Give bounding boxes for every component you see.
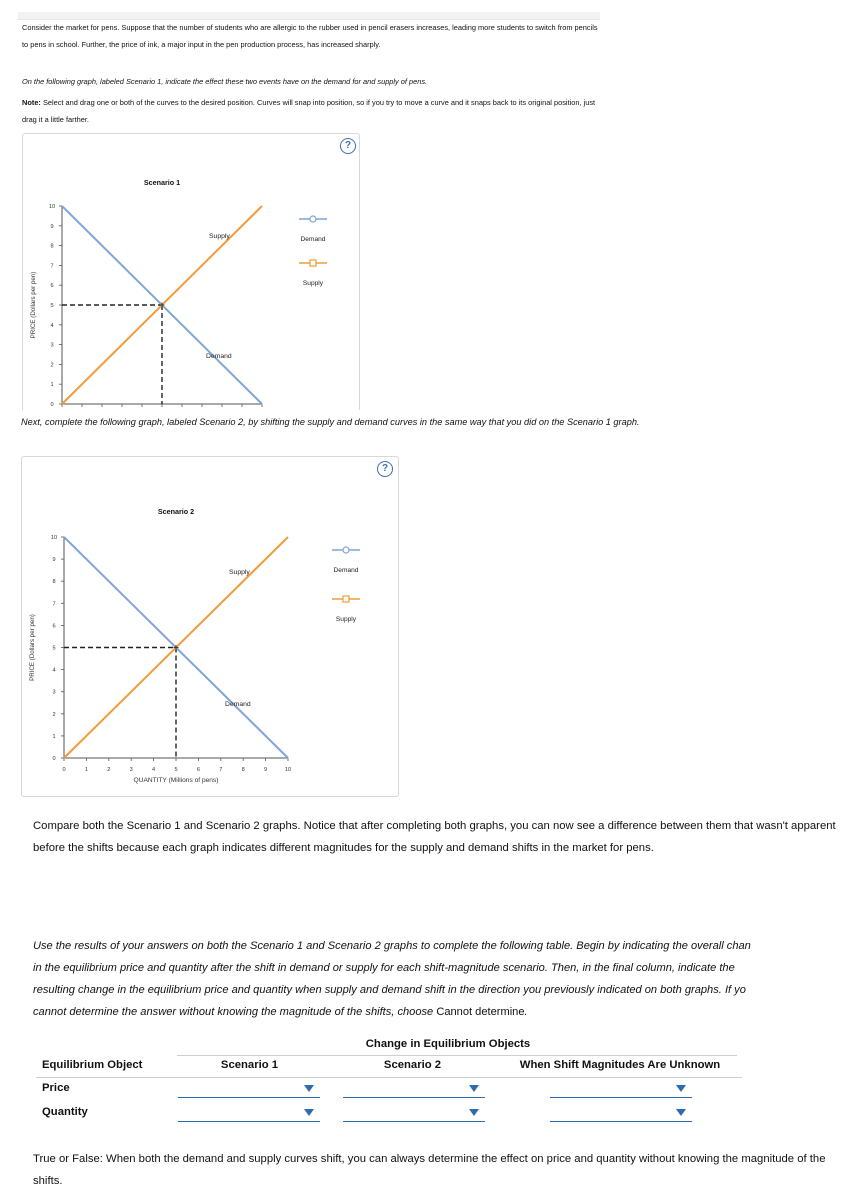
x-tick-label: 3 xyxy=(129,767,133,773)
quantity-unknown-dropdown[interactable] xyxy=(550,1104,692,1122)
help-icon[interactable]: ? xyxy=(377,461,393,477)
legend-supply-label: Supply xyxy=(302,280,324,287)
chevron-down-icon xyxy=(304,1085,314,1092)
x-tick-label: 10 xyxy=(284,767,292,773)
note-label: Note: xyxy=(22,98,41,107)
y-tick-label: 5 xyxy=(52,645,56,652)
use-results-line-3: resulting change in the equilibrium price and quantity when supply and demand shift in the direction you previously indicated on both graphs. If yo xyxy=(33,984,746,996)
quantity-scenario-1-dropdown[interactable] xyxy=(178,1104,320,1122)
y-tick-label: 5 xyxy=(50,303,54,309)
price-scenario-2-dropdown[interactable] xyxy=(343,1080,485,1098)
y-tick-label: 3 xyxy=(50,342,54,349)
y-tick-label: 1 xyxy=(52,733,56,740)
compare-paragraph: Compare both the Scenario 1 and Scenario 2 graphs. Notice that after completing both graphs, you can now see a difference between them that wasn't apparent before the shifts because each graph indicates different magnitudes for the supply and demand shifts in the market for pens. xyxy=(33,820,836,854)
use-results-text: cannot determine the answer without knowing the magnitude of the shifts, choose xyxy=(33,1006,437,1018)
true-false-question: True or False: When both the demand and supply curves shift, you can always determine the effect on price and quantity without knowing the magnitude of the shifts. xyxy=(33,1153,826,1187)
scenario-2-graph[interactable] xyxy=(22,457,400,798)
note-text xyxy=(22,94,602,128)
use-results-period: . xyxy=(524,1006,528,1018)
graph-panel-scenario-1 xyxy=(22,133,360,415)
y-tick-label: 7 xyxy=(50,263,54,270)
price-unknown-dropdown[interactable] xyxy=(550,1080,692,1098)
legend-supply-marker xyxy=(343,596,349,602)
x-tick-label: 0 xyxy=(62,767,66,773)
chevron-down-icon xyxy=(304,1109,314,1116)
x-tick-label: 1 xyxy=(84,767,88,773)
row-label-price: Price xyxy=(42,1082,70,1094)
graph-title: Scenario 1 xyxy=(143,178,181,187)
help-icon[interactable]: ? xyxy=(340,138,356,154)
y-tick-label: 4 xyxy=(50,322,54,329)
x-tick-label: 7 xyxy=(219,767,223,773)
y-tick-label: 3 xyxy=(52,689,56,696)
table-header-divider xyxy=(177,1055,737,1056)
use-results-line-4 xyxy=(33,1001,528,1023)
y-tick-label: 6 xyxy=(50,283,54,290)
x-tick-label: 5 xyxy=(174,767,178,773)
col-shift-unknown: When Shift Magnitudes Are Unknown xyxy=(519,1059,721,1071)
use-results-line-2: in the equilibrium price and quantity after the shift in demand or supply for each shift-magnitude scenario. Then, in the final column, indicate the xyxy=(33,962,735,974)
demand-curve-label: Demand xyxy=(206,353,232,360)
y-tick-label: 6 xyxy=(52,623,56,630)
chevron-down-icon xyxy=(676,1109,686,1116)
col-scenario-1: Scenario 1 xyxy=(220,1059,279,1071)
y-tick-label: 7 xyxy=(52,601,56,608)
legend-demand-marker xyxy=(343,547,349,553)
col-equilibrium-object: Equilibrium Object xyxy=(42,1059,143,1071)
col-scenario-2: Scenario 2 xyxy=(383,1059,442,1071)
legend-supply-label: Supply xyxy=(335,616,357,623)
x-tick-label: 9 xyxy=(264,767,268,773)
x-tick-label: 4 xyxy=(152,767,156,773)
y-tick-label: 9 xyxy=(50,223,54,230)
chevron-down-icon xyxy=(676,1085,686,1092)
y-tick-label: 0 xyxy=(52,756,56,762)
quantity-scenario-2-dropdown[interactable] xyxy=(343,1104,485,1122)
row-label-quantity: Quantity xyxy=(42,1106,88,1118)
x-tick-label: 6 xyxy=(196,767,200,773)
intro-paragraph: Consider the market for pens. Suppose that the number of students who are allergic to the rubber used in pencil erasers increases, leading more students to switch from pencils to pens in school. Further, the price of ink, a major input in the pen production process, has increased sharply. xyxy=(22,23,598,49)
note-body: Select and drag one or both of the curves to the desired position. Curves will snap into position, so if you try to move a curve and it snaps back to its original position, just drag it a little farther. xyxy=(22,98,596,124)
x-tick-label: 8 xyxy=(241,767,245,773)
demand-curve-label: Demand xyxy=(225,701,251,708)
y-tick-label: 1 xyxy=(50,382,54,389)
use-results-line-1: Use the results of your answers on both the Scenario 1 and Scenario 2 graphs to complete the following table. Begin by indicating the overall chan xyxy=(33,940,751,952)
table-group-header: Change in Equilibrium Objects xyxy=(365,1038,531,1050)
scenario-1-graph[interactable] xyxy=(23,134,361,416)
graph-panel-scenario-2 xyxy=(21,456,399,797)
legend-demand-label: Demand xyxy=(300,236,326,243)
y-tick-label: 4 xyxy=(52,667,56,674)
legend-demand-marker xyxy=(310,216,316,222)
y-tick-label: 8 xyxy=(52,579,56,586)
instruction-scenario-2: Next, complete the following graph, labeled Scenario 2, by shifting the supply and demand curves in the same way that you did on the Scenario 1 graph. xyxy=(21,417,640,427)
y-tick-label: 10 xyxy=(50,535,58,541)
cannot-determine-text: Cannot determine xyxy=(436,1006,525,1018)
x-axis-label: QUANTITY (Millions of pens) xyxy=(133,777,219,784)
y-tick-label: 2 xyxy=(52,711,56,718)
y-axis-label: PRICE (Dollars per pen) xyxy=(30,271,37,339)
chevron-down-icon xyxy=(469,1109,479,1116)
supply-curve-label: Supply xyxy=(209,233,230,240)
supply-curve-label: Supply xyxy=(229,569,250,576)
graph-title: Scenario 2 xyxy=(157,507,195,516)
legend-supply-marker xyxy=(310,260,316,266)
y-axis-label: PRICE (Dollars per pen) xyxy=(29,614,36,681)
chevron-down-icon xyxy=(469,1085,479,1092)
y-tick-label: 8 xyxy=(50,243,54,250)
instruction-scenario-1: On the following graph, labeled Scenario 1, indicate the effect these two events have on the demand for and supply of pens. xyxy=(22,77,428,86)
y-tick-label: 10 xyxy=(48,204,56,210)
table-body-divider xyxy=(36,1077,742,1078)
y-tick-label: 2 xyxy=(50,362,54,369)
y-tick-label: 0 xyxy=(50,402,54,408)
legend-demand-label: Demand xyxy=(333,567,359,574)
y-tick-label: 9 xyxy=(52,557,56,564)
price-scenario-1-dropdown[interactable] xyxy=(178,1080,320,1098)
x-tick-label: 2 xyxy=(107,767,111,773)
